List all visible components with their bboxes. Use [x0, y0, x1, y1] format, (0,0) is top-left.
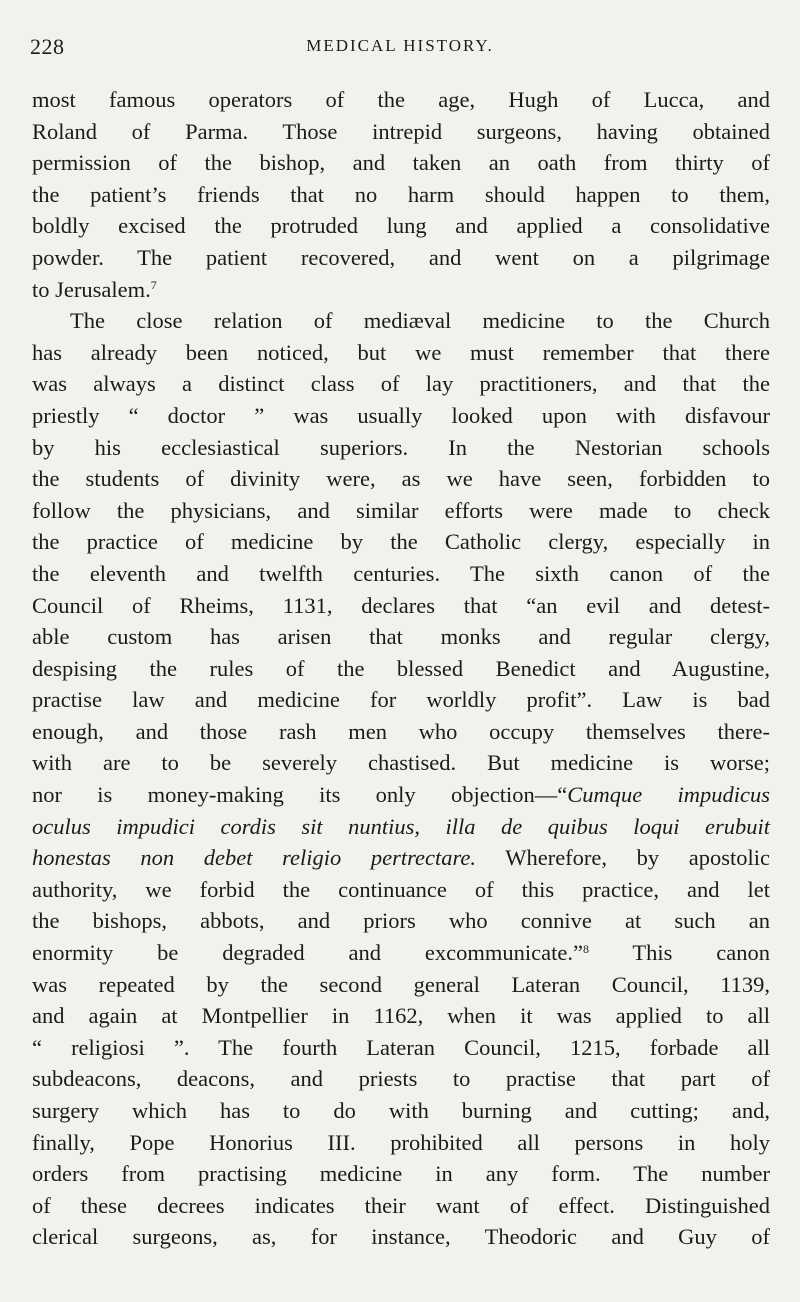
text-line: the patient’s friends that no harm should happen to them, — [32, 181, 770, 207]
text-line: most famous operators of the age, Hugh of Lucca, and — [32, 87, 770, 112]
text-line: powder. The patient recovered, and went on a pilgrimage — [32, 244, 770, 270]
text-segment: This canon — [588, 940, 770, 966]
text-line: Roland of Parma. Those intrepid surgeons, having obtained — [32, 118, 770, 144]
text-line: authority, we forbid the continuance of this practice, and let — [32, 876, 770, 902]
footnote-ref: 7 — [150, 278, 157, 293]
text-line: despising the rules of the blessed Benedict and Augustine, — [32, 655, 770, 681]
latin-quote: Cumque impudicus — [567, 782, 770, 808]
paragraph — [32, 305, 770, 1253]
body-text — [32, 84, 770, 1253]
text-segment: nor is money-making its only objection—“ — [32, 782, 568, 808]
running-head: MEDICAL HISTORY. — [306, 36, 494, 55]
text-line: priestly “ doctor ” was usually looked upon with disfavour — [32, 402, 770, 428]
text-line: surgery which has to do with burning and cutting; and, — [32, 1098, 770, 1123]
text-segment: enormity be degraded and excommunicate.” — [32, 940, 583, 966]
paragraph-continued — [32, 84, 770, 305]
text-line — [32, 779, 770, 811]
text-line: and again at Montpellier in 1162, when it was applied to all — [32, 1003, 770, 1029]
text-line: Council of Rheims, 1131, declares that “an evil and detest- — [32, 592, 770, 618]
footnote-ref: 8 — [582, 941, 589, 956]
text-line: “ religiosi ”. The fourth Lateran Council, 1215, forbade all — [32, 1034, 770, 1060]
text-line — [32, 811, 770, 843]
text-line: the practice of medicine by the Catholic clergy, especially in — [32, 529, 770, 555]
latin-quote: honestas non debet religio pertrectare. — [32, 845, 477, 871]
text-line — [32, 842, 770, 874]
text-line: by his ecclesiastical superiors. In the Nestorian schools — [32, 434, 770, 460]
text-line: orders from practising medicine in any form. The number — [32, 1161, 770, 1187]
text-line: with are to be severely chastised. But medicine is worse; — [32, 750, 770, 776]
text-line: boldly excised the protruded lung and applied a consolidative — [32, 213, 770, 239]
text-line — [32, 937, 770, 969]
text-line: The close relation of mediæval medicine to the Church — [70, 308, 770, 334]
text-line: enough, and those rash men who occupy themselves there- — [32, 718, 770, 744]
text-line: follow the physicians, and similar efforts were made to check — [32, 497, 770, 523]
text-line: finally, Pope Honorius III. prohibited all persons in holy — [32, 1129, 770, 1155]
text-line — [32, 274, 770, 306]
text-line: practise law and medicine for worldly profit”. Law is bad — [32, 687, 770, 713]
text-line: able custom has arisen that monks and regular clergy, — [32, 624, 770, 650]
page-number: 228 — [30, 34, 65, 59]
text-line: subdeacons, deacons, and priests to practise that part of — [32, 1066, 770, 1092]
text-segment: Wherefore, by apostolic — [476, 845, 770, 871]
text-line: the students of divinity were, as we have seen, forbidden to — [32, 466, 770, 492]
text-segment: to Jerusalem. — [32, 276, 151, 302]
text-line: was always a distinct class of lay practitioners, and that the — [32, 371, 770, 397]
text-line: has already been noticed, but we must remember that there — [32, 339, 770, 365]
text-line: the eleventh and twelfth centuries. The sixth canon of the — [32, 560, 770, 586]
text-line: of these decrees indicates their want of effect. Distinguished — [32, 1192, 770, 1218]
text-line: clerical surgeons, as, for instance, Theodoric and Guy of — [32, 1224, 770, 1250]
latin-quote: oculus impudici cordis sit nuntius, illa de quibus loqui erubuit — [32, 813, 770, 839]
text-line: the bishops, abbots, and priors who connive at such an — [32, 908, 770, 934]
text-line: was repeated by the second general Lateran Council, 1139, — [32, 971, 770, 997]
text-line: permission of the bishop, and taken an oath from thirty of — [32, 150, 770, 176]
